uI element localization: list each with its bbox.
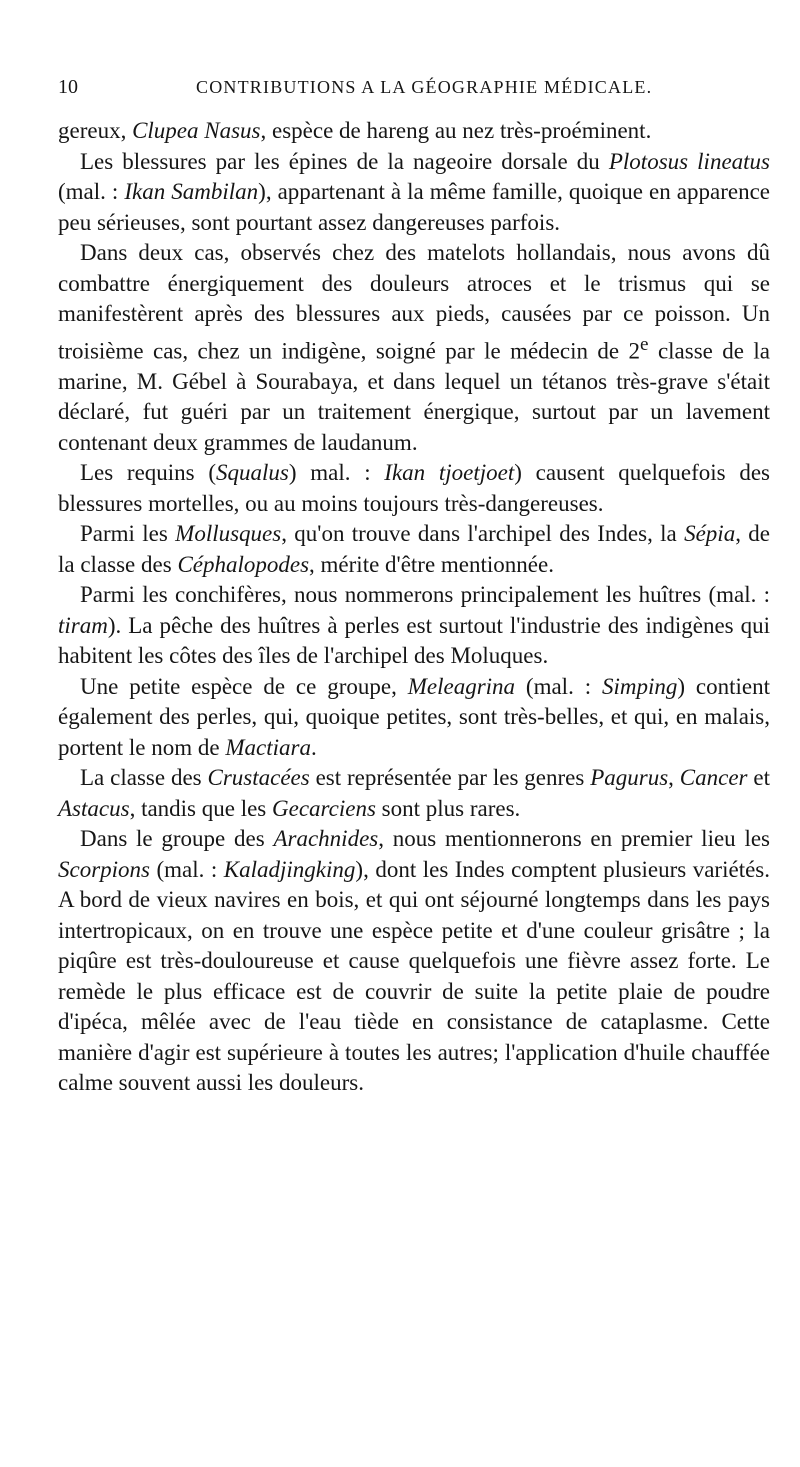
paragraph: [58, 147, 770, 239]
italic-term: Sépia: [684, 521, 736, 547]
italic-term: Clupea Nasus: [132, 118, 261, 143]
italic-term: Scorpions: [58, 856, 150, 882]
text-run: (mal. :: [515, 673, 602, 699]
italic-term: Cancer: [679, 765, 748, 791]
text-run: Parmi les: [80, 521, 176, 547]
text-run: gereux,: [58, 118, 133, 143]
text-run: ) mal. :: [288, 460, 385, 486]
text-run: Dans le groupe des: [80, 826, 274, 852]
italic-term: Céphalopodes: [177, 551, 310, 577]
paragraph: [58, 116, 770, 147]
paragraph: [58, 672, 770, 764]
superscript: e: [640, 333, 649, 355]
italic-term: Ikan Sambilan: [124, 179, 259, 204]
italic-term: Gecarciens: [272, 795, 376, 821]
running-title: CONTRIBUTIONS A LA GÉOGRAPHIE MÉDICALE.: [196, 77, 653, 97]
paragraph: [58, 580, 770, 672]
text-run: , espèce de hareng au nez très-proéminent.: [260, 118, 652, 143]
text-run: Une petite espèce de ce groupe,: [80, 673, 408, 699]
text-run: .: [310, 734, 317, 760]
book-page: [58, 76, 770, 1099]
text-run: Dans deux cas, observés chez des matelots hollandais, nous avons dû combattre énergiquement des douleurs atroces et le trismus qui se manifestèrent après des blessures aux pieds, causées par ce poisson. Un troisième cas, chez un indigène, soigné par le médecin de 2: [58, 240, 770, 364]
text-run: , mérite d'être mentionnée.: [309, 551, 554, 577]
text-run: Parmi les conchifères, nous nommerons principalement les huîtres (mal. :: [80, 582, 770, 608]
italic-term: Mactiara: [225, 734, 311, 760]
text-run: ). La pêche des huîtres à perles est surtout l'industrie des indigènes qui habitent les côtes des îles de l'archipel des Moluques.: [58, 612, 770, 669]
text-run: Les requins (: [80, 460, 217, 486]
text-run: , de la classe des: [58, 521, 770, 577]
paragraph: [58, 519, 770, 580]
text-run: et: [747, 765, 770, 791]
paragraph: [58, 763, 770, 824]
italic-term: Kaladjingking: [223, 856, 356, 882]
italic-term: Arachnides: [273, 826, 379, 852]
text-run: (mal. :: [150, 856, 224, 882]
text-run: ), dont les Indes comptent plusieurs variétés. A bord de vieux navires en bois, et qui ont séjourné longtemps dans les pays intertropicaux, on en trouve une espèce petite et d'une couleur grisâtre ; la piqûre est très-douloureuse et cause quelquefois une fièvre assez forte. Le remède le plus efficace est de couvrir de suite la petite plaie de poudre d'ipéca, mêlée avec de l'eau tiède en consistance de cataplasme. Cette manière d'agir est supérieure à toutes les autres; l'application d'huile chauffée calme souvent aussi les douleurs.: [58, 856, 770, 1096]
text-run: ,: [668, 765, 680, 791]
italic-term: Simping: [601, 673, 678, 699]
italic-term: Meleagrina: [407, 673, 516, 699]
italic-term: Mollusques: [175, 521, 282, 547]
page-number: 10: [58, 76, 78, 98]
text-run: ) contient également des perles, qui, quoique petites, sont très-belles, et qui, en malais, portent le nom de: [58, 673, 771, 760]
page-header: [58, 76, 770, 106]
text-run: Les blessures par les épines de la nageoire dorsale du: [80, 148, 609, 174]
text-run: , nous mentionnerons en premier lieu les: [378, 826, 770, 852]
paragraph: [58, 824, 770, 1099]
text-run: , tandis que les: [129, 795, 273, 821]
italic-term: Squalus: [216, 460, 289, 486]
body-text: [58, 116, 770, 1099]
italic-term: Pagurus: [590, 765, 669, 791]
text-run: (mal. :: [58, 179, 125, 204]
text-run: , qu'on trouve dans l'archipel des Indes, la: [281, 521, 685, 547]
text-run: sont plus rares.: [375, 795, 521, 821]
paragraph: [58, 238, 770, 458]
italic-term: Crustacées: [207, 765, 310, 791]
italic-term: Astacus: [58, 795, 130, 821]
paragraph: [58, 458, 770, 519]
italic-term: Ikan tjoetjoet: [384, 460, 515, 486]
text-run: est représentée par les genres: [309, 765, 591, 791]
text-run: ) causent quelquefois des blessures mortelles, ou au moins toujours très-dangereuses.: [58, 460, 770, 516]
text-run: ), appartenant à la même famille, quoique en apparence peu sérieuses, sont pourtant assez dangereuses parfois.: [58, 179, 770, 235]
italic-term: Plotosus lineatus: [608, 148, 770, 174]
text-run: classe de la marine, M. Gébel à Sourabaya, et dans lequel un tétanos très-grave s'était déclaré, fut guéri par un traitement énergique, surtout par un lavement contenant deux grammes de laudanum.: [58, 338, 770, 455]
text-run: La classe des: [80, 765, 208, 791]
italic-term: tiram: [58, 612, 108, 638]
